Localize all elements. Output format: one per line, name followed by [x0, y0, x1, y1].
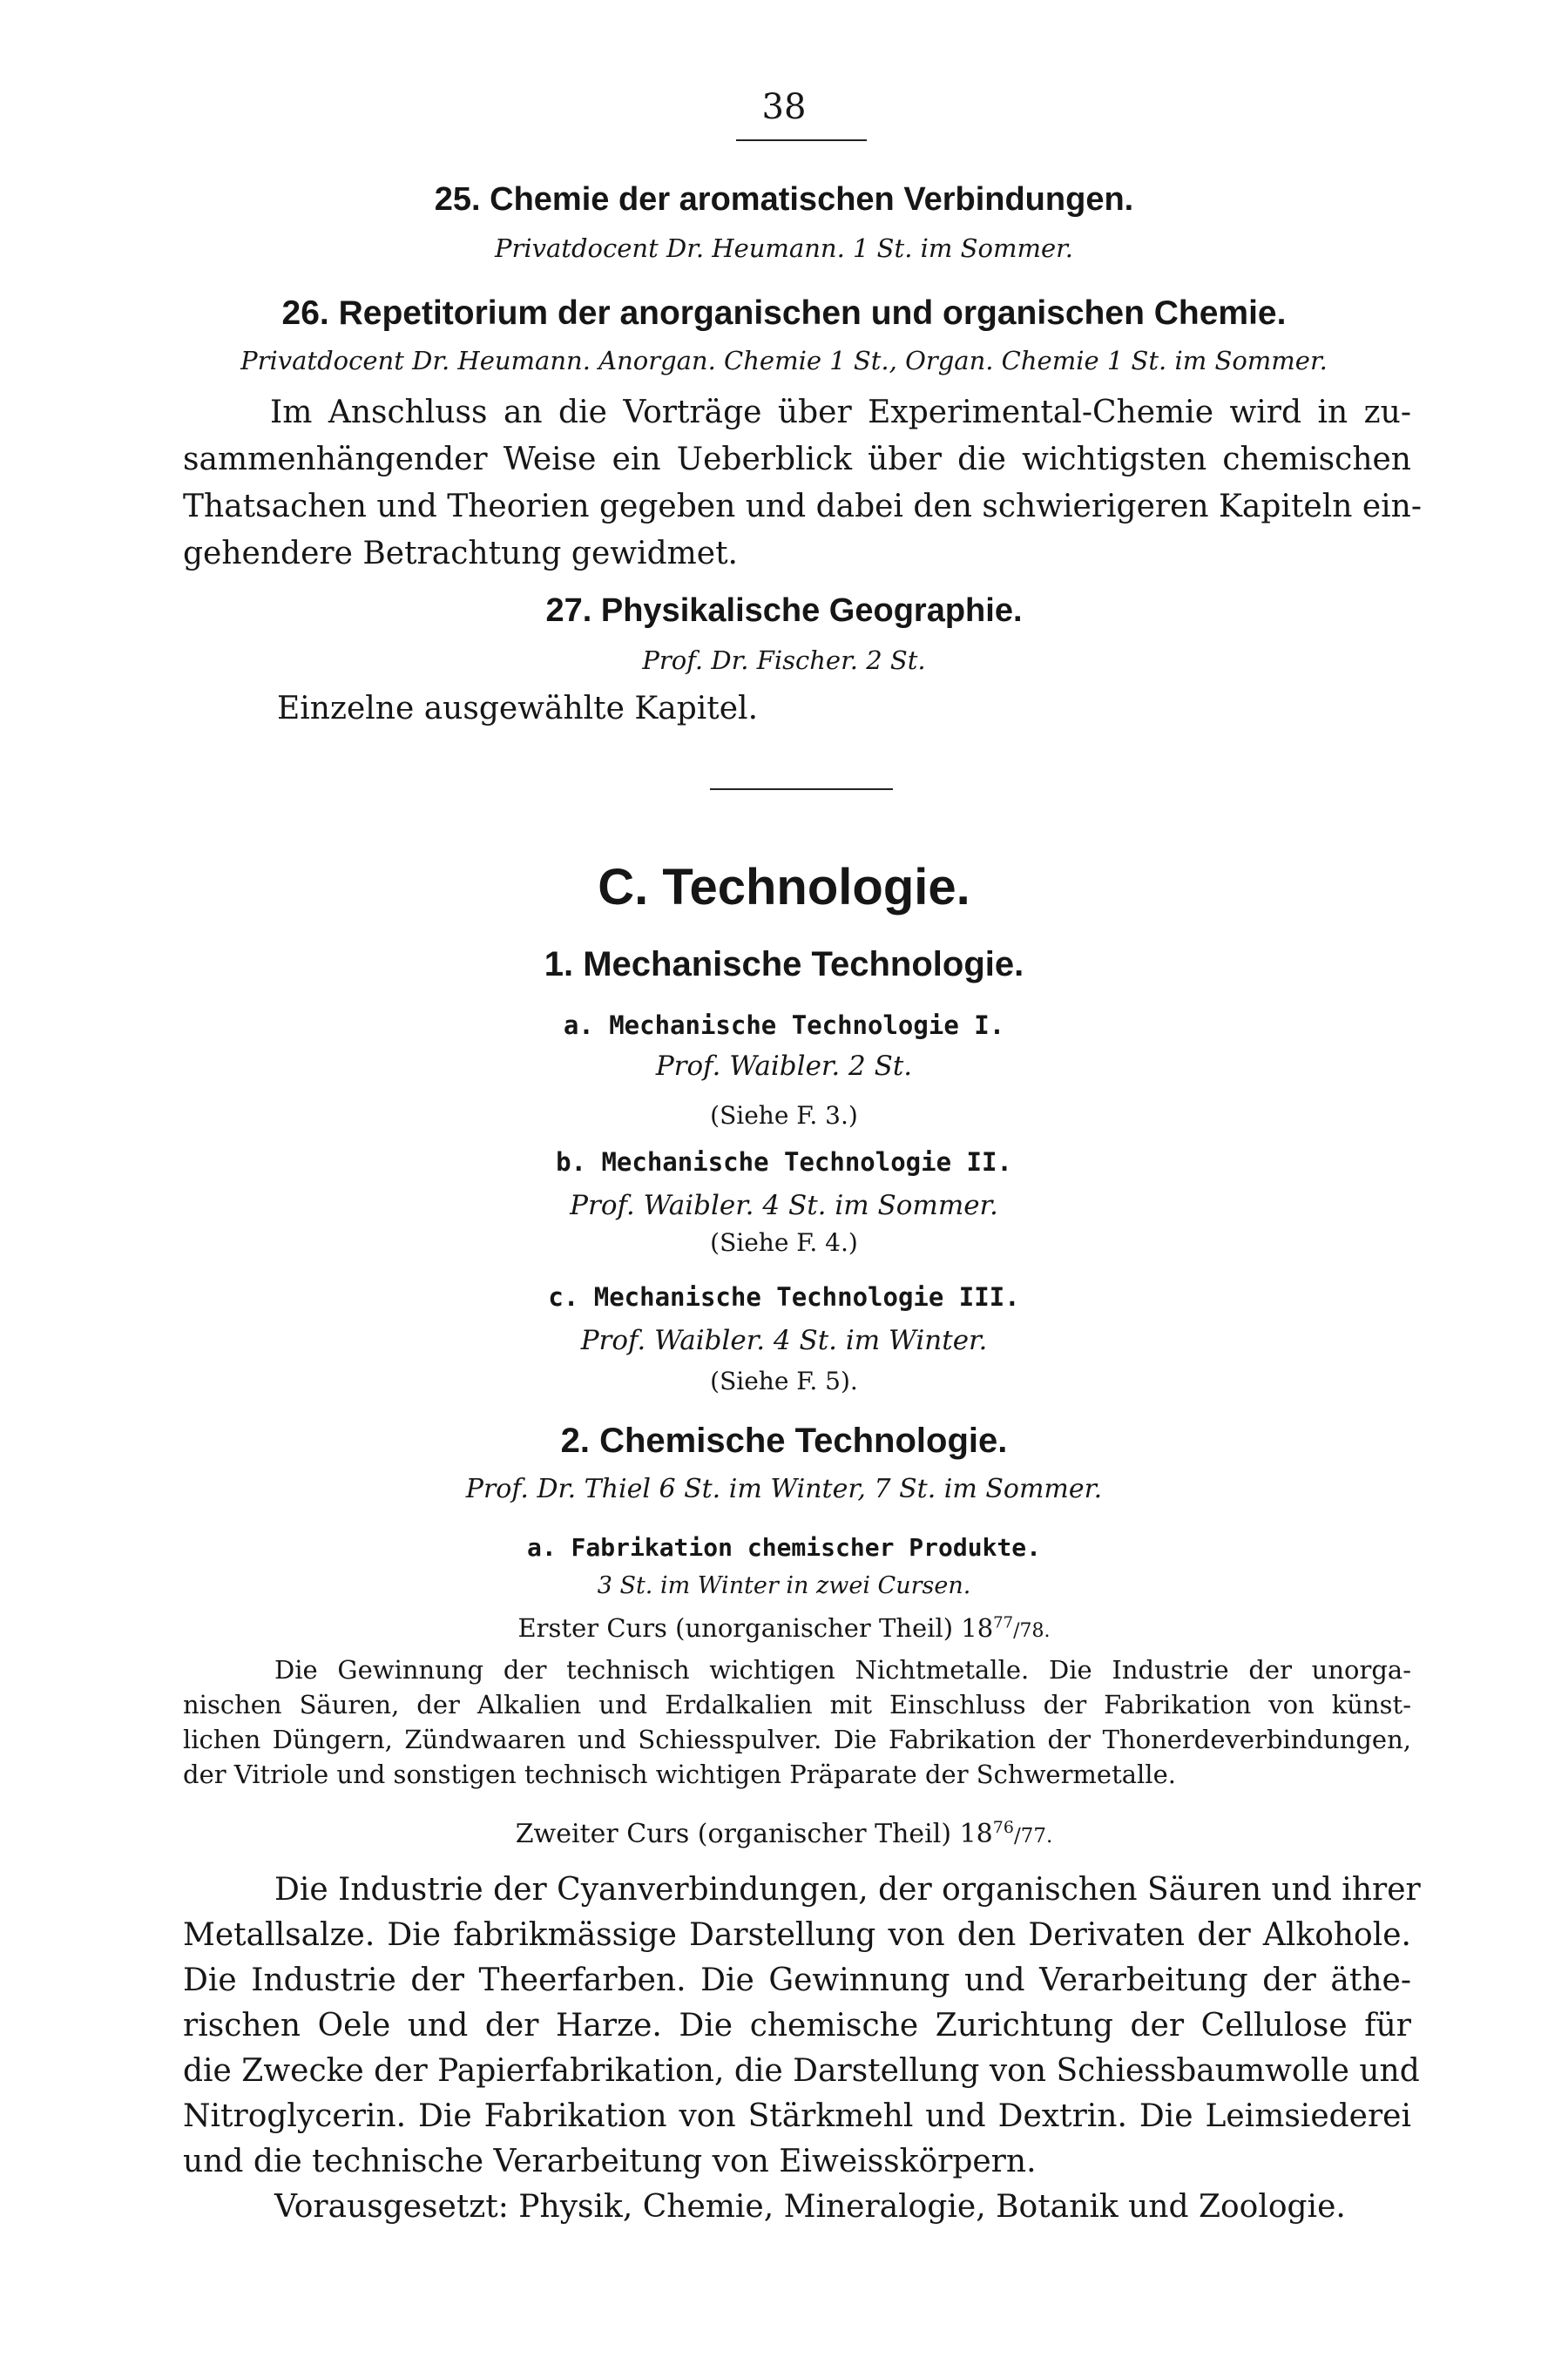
- course-1-year-sup: 77: [993, 1613, 1014, 1632]
- item-a-title: a. Mechanische Technologie I.: [563, 1010, 1005, 1040]
- paragraph-line: Die Gewinnung der technisch wichtigen Nichtmetalle. Die Industrie der unorga-: [274, 1655, 1411, 1685]
- paragraph-line: und die technische Verarbeitung von Eiweisskörpern.: [183, 2144, 1037, 2179]
- paragraph-line: der Vitriole und sonstigen technisch wichtigen Präparate der Schwermetalle.: [183, 1760, 1176, 1789]
- item-c-title: c. Mechanische Technologie III.: [548, 1282, 1020, 1312]
- paragraph-line: lichen Düngern, Zündwaaren und Schiesspulver. Die Fabrikation der Thonerdeverbindungen,: [183, 1725, 1411, 1754]
- page-number-rule: [736, 139, 867, 141]
- paragraph-line: nischen Säuren, der Alkalien und Erdalkalien mit Einschluss der Fabrikation von künst-: [183, 1690, 1411, 1719]
- course-2-year-sup: 76: [992, 1818, 1014, 1837]
- fabrikation-schedule: 3 St. im Winter in zwei Cursen.: [597, 1572, 971, 1599]
- course-26-title: 26. Repetitorium der anorganischen und organischen Chemie.: [281, 294, 1287, 332]
- course-2-label: Zweiter Curs (organischer Theil) 18: [515, 1819, 993, 1849]
- page-number: 38: [761, 87, 807, 127]
- subsection-1-title: 1. Mechanische Technologie.: [544, 945, 1024, 983]
- course-2-heading: [0, 1818, 1568, 1849]
- item-a-note: (Siehe F. 3.): [710, 1101, 858, 1130]
- course-25-instructor: Privatdocent Dr. Heumann. 1 St. im Sommer.: [494, 233, 1074, 263]
- course-1-heading: [0, 1613, 1568, 1643]
- course-2-year-sub: /77.: [1013, 1825, 1053, 1848]
- paragraph-line: sammenhängender Weise ein Ueberblick über die wichtigsten chemischen: [183, 442, 1411, 477]
- course-1-year-sub: /78.: [1013, 1620, 1051, 1642]
- paragraph-line: Im Anschluss an die Vorträge über Experimental-Chemie wird in zu-: [270, 395, 1411, 430]
- course-27-title: 27. Physikalische Geographie.: [545, 592, 1023, 629]
- paragraph-line: Die Industrie der Cyanverbindungen, der organischen Säuren und ihrer: [274, 1872, 1421, 1908]
- paragraph-line: Nitroglycerin. Die Fabrikation von Stärkmehl und Dextrin. Die Leimsiederei: [183, 2098, 1411, 2134]
- item-c-instructor: Prof. Waibler. 4 St. im Winter.: [580, 1325, 988, 1356]
- paragraph-line: die Zwecke der Papierfabrikation, die Darstellung von Schiessbaumwolle und: [183, 2053, 1420, 2089]
- section-title: C. Technologie.: [598, 859, 970, 915]
- paragraph-line: gehendere Betrachtung gewidmet.: [183, 536, 738, 571]
- course-1-label: Erster Curs (unorganischer Theil) 18: [517, 1613, 994, 1643]
- section-divider: [710, 788, 893, 790]
- paragraph-line: Thatsachen und Theorien gegeben und dabei den schwierigeren Kapiteln ein-: [183, 489, 1423, 524]
- course-27-instructor: Prof. Dr. Fischer. 2 St.: [642, 645, 926, 675]
- subsection-2-title: 2. Chemische Technologie.: [560, 1422, 1008, 1460]
- fabrikation-title: a. Fabrikation chemischer Produkte.: [526, 1533, 1041, 1562]
- subsection-2-instructor: Prof. Dr. Thiel 6 St. im Winter, 7 St. im Sommer.: [465, 1474, 1103, 1504]
- paragraph-line: rischen Oele und der Harze. Die chemische Zurichtung der Cellulose für: [183, 2008, 1411, 2044]
- item-c-note: (Siehe F. 5).: [710, 1367, 858, 1395]
- course-26-instructor: Privatdocent Dr. Heumann. Anorgan. Chemie 1 St., Organ. Chemie 1 St. im Sommer.: [240, 346, 1328, 375]
- course-27-description: Einzelne ausgewählte Kapitel.: [277, 691, 759, 726]
- course-25-title: 25. Chemie der aromatischen Verbindungen.: [434, 181, 1134, 218]
- prerequisites-line: Vorausgesetzt: Physik, Chemie, Mineralogie, Botanik und Zoologie.: [274, 2189, 1346, 2225]
- paragraph-line: Die Industrie der Theerfarben. Die Gewinnung und Verarbeitung der äthe-: [183, 1963, 1411, 1998]
- paragraph-line: Metallsalze. Die fabrikmässige Darstellung von den Derivaten der Alkohole.: [183, 1917, 1411, 1953]
- item-b-instructor: Prof. Waibler. 4 St. im Sommer.: [570, 1190, 998, 1221]
- item-a-instructor: Prof. Waibler. 2 St.: [655, 1051, 913, 1082]
- item-b-note: (Siehe F. 4.): [710, 1228, 858, 1257]
- item-b-title: b. Mechanische Technologie II.: [556, 1147, 1012, 1177]
